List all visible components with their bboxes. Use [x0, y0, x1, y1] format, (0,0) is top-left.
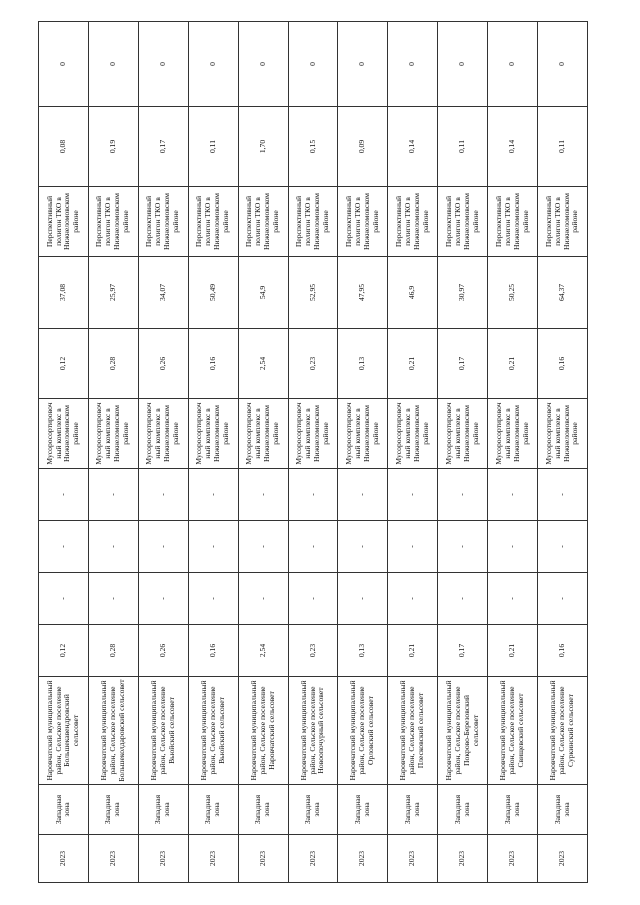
waste-flow-table [38, 21, 588, 883]
zone-cell: Западная зона [388, 785, 438, 835]
waste-volume-cell: 0,13 [338, 625, 388, 677]
year-cell: 2023 [238, 835, 288, 883]
sorted-volume-cell: 0,16 [538, 329, 588, 399]
distance-cell: 54,9 [238, 257, 288, 329]
sorted-volume-cell: 0,13 [338, 329, 388, 399]
landfill-cell: Перспективный полигон ТКО в Нижнеломовском районе [39, 187, 89, 257]
landfill-cell: Перспективный полигон ТКО в Нижнеломовском районе [288, 187, 338, 257]
empty-cell-2: - [138, 521, 188, 573]
settlement-cell: Наровчатский муниципальный район, Сельское поселение Большеколдаровский сельсовет [88, 677, 138, 785]
landfill-cell: Перспективный полигон ТКО в Нижнеломовском районе [488, 187, 538, 257]
table-row [138, 22, 188, 883]
empty-cell-1: - [138, 573, 188, 625]
waste-volume-cell: 0,16 [538, 625, 588, 677]
year-cell: 2023 [39, 835, 89, 883]
empty-cell-1: - [388, 573, 438, 625]
year-cell: 2023 [188, 835, 238, 883]
remainder-cell: 0 [388, 22, 438, 107]
landfill-volume-cell: 0,11 [188, 107, 238, 187]
distance-cell: 50,49 [188, 257, 238, 329]
settlement-cell: Наровчатский муниципальный район, Сельское поселение Орловский сельсовет [338, 677, 388, 785]
empty-cell-1: - [488, 573, 538, 625]
settlement-cell: Наровчатский муниципальный район, Сельское поселение Большекавендровский сельсовет [39, 677, 89, 785]
empty-cell-3: - [538, 469, 588, 521]
settlement-cell: Наровчатский муниципальный район, Сельское поселение Вьюйский сельсовет [138, 677, 188, 785]
remainder-cell: 0 [188, 22, 238, 107]
landfill-cell: Перспективный полигон ТКО в Нижнеломовском районе [438, 187, 488, 257]
waste-volume-cell: 0,16 [188, 625, 238, 677]
landfill-volume-cell: 0,15 [288, 107, 338, 187]
facility-cell: Мусоросортировочный комплекс в Нижнеломовском районе [538, 399, 588, 469]
zone-cell: Западная зона [138, 785, 188, 835]
zone-cell: Западная зона [39, 785, 89, 835]
empty-cell-1: - [188, 573, 238, 625]
empty-cell-2: - [338, 521, 388, 573]
distance-cell: 25,97 [88, 257, 138, 329]
facility-cell: Мусоросортировочный комплекс в Нижнеломовском районе [88, 399, 138, 469]
table-row [538, 22, 588, 883]
landfill-volume-cell: 0,11 [438, 107, 488, 187]
empty-cell-1: - [39, 573, 89, 625]
remainder-cell: 0 [238, 22, 288, 107]
sorted-volume-cell: 2,54 [238, 329, 288, 399]
distance-cell: 37,08 [39, 257, 89, 329]
empty-cell-1: - [238, 573, 288, 625]
remainder-cell: 0 [538, 22, 588, 107]
distance-cell: 47,95 [338, 257, 388, 329]
landfill-cell: Перспективный полигон ТКО в Нижнеломовском районе [538, 187, 588, 257]
remainder-cell: 0 [438, 22, 488, 107]
empty-cell-3: - [488, 469, 538, 521]
empty-cell-2: - [538, 521, 588, 573]
year-cell: 2023 [138, 835, 188, 883]
year-cell: 2023 [338, 835, 388, 883]
sorted-volume-cell: 0,12 [39, 329, 89, 399]
waste-volume-cell: 0,26 [138, 625, 188, 677]
empty-cell-2: - [438, 521, 488, 573]
empty-cell-3: - [39, 469, 89, 521]
empty-cell-2: - [238, 521, 288, 573]
facility-cell: Мусоросортировочный комплекс в Нижнеломовском районе [438, 399, 488, 469]
distance-cell: 46,9 [388, 257, 438, 329]
waste-volume-cell: 0,23 [288, 625, 338, 677]
settlement-cell: Наровчатский муниципальный район, Сельское поселение Вьюйский сельсовет [188, 677, 238, 785]
landfill-cell: Перспективный полигон ТКО в Нижнеломовском районе [138, 187, 188, 257]
empty-cell-2: - [388, 521, 438, 573]
sorted-volume-cell: 0,21 [488, 329, 538, 399]
empty-cell-1: - [88, 573, 138, 625]
year-cell: 2023 [438, 835, 488, 883]
settlement-cell: Наровчатский муниципальный район, Сельское поселение Новоопочурный сельсовет [288, 677, 338, 785]
landfill-volume-cell: 0,17 [138, 107, 188, 187]
landfill-volume-cell: 0,09 [338, 107, 388, 187]
table-row [288, 22, 338, 883]
empty-cell-3: - [388, 469, 438, 521]
sorted-volume-cell: 0,28 [88, 329, 138, 399]
table-body [39, 22, 588, 883]
zone-cell: Западная зона [238, 785, 288, 835]
landfill-cell: Перспективный полигон ТКО в Нижнеломовском районе [188, 187, 238, 257]
facility-cell: Мусоросортировочный комплекс в Нижнеломовском районе [338, 399, 388, 469]
facility-cell: Мусоросортировочный комплекс в Нижнеломовском районе [388, 399, 438, 469]
waste-volume-cell: 0,21 [488, 625, 538, 677]
sorted-volume-cell: 0,21 [388, 329, 438, 399]
landfill-cell: Перспективный полигон ТКО в Нижнеломовском районе [88, 187, 138, 257]
zone-cell: Западная зона [488, 785, 538, 835]
empty-cell-2: - [188, 521, 238, 573]
distance-cell: 50,25 [488, 257, 538, 329]
table-row [388, 22, 438, 883]
facility-cell: Мусоросортировочный комплекс в Нижнеломовском районе [288, 399, 338, 469]
empty-cell-3: - [438, 469, 488, 521]
table-row [338, 22, 388, 883]
facility-cell: Мусоросортировочный комплекс в Нижнеломовском районе [188, 399, 238, 469]
zone-cell: Западная зона [438, 785, 488, 835]
landfill-cell: Перспективный полигон ТКО в Нижнеломовском районе [338, 187, 388, 257]
remainder-cell: 0 [288, 22, 338, 107]
distance-cell: 30,97 [438, 257, 488, 329]
landfill-cell: Перспективный полигон ТКО в Нижнеломовском районе [388, 187, 438, 257]
zone-cell: Западная зона [288, 785, 338, 835]
facility-cell: Мусоросортировочный комплекс в Нижнеломовском районе [238, 399, 288, 469]
year-cell: 2023 [388, 835, 438, 883]
empty-cell-2: - [88, 521, 138, 573]
empty-cell-2: - [39, 521, 89, 573]
empty-cell-1: - [288, 573, 338, 625]
landfill-cell: Перспективный полигон ТКО в Нижнеломовском районе [238, 187, 288, 257]
landfill-volume-cell: 0,08 [39, 107, 89, 187]
remainder-cell: 0 [488, 22, 538, 107]
landfill-volume-cell: 1,70 [238, 107, 288, 187]
empty-cell-3: - [238, 469, 288, 521]
landfill-volume-cell: 0,14 [388, 107, 438, 187]
landfill-volume-cell: 0,14 [488, 107, 538, 187]
landfill-volume-cell: 0,11 [538, 107, 588, 187]
empty-cell-3: - [338, 469, 388, 521]
empty-cell-1: - [438, 573, 488, 625]
facility-cell: Мусоросортировочный комплекс в Нижнеломовском районе [138, 399, 188, 469]
empty-cell-3: - [188, 469, 238, 521]
settlement-cell: Наровчатский муниципальный район, Сельское поселение Свищевский сельсовет [488, 677, 538, 785]
zone-cell: Западная зона [338, 785, 388, 835]
distance-cell: 34,07 [138, 257, 188, 329]
year-cell: 2023 [538, 835, 588, 883]
distance-cell: 64,37 [538, 257, 588, 329]
sorted-volume-cell: 0,16 [188, 329, 238, 399]
table-row [188, 22, 238, 883]
table-row [39, 22, 89, 883]
remainder-cell: 0 [138, 22, 188, 107]
zone-cell: Западная зона [188, 785, 238, 835]
waste-volume-cell: 0,28 [88, 625, 138, 677]
remainder-cell: 0 [39, 22, 89, 107]
empty-cell-3: - [88, 469, 138, 521]
waste-volume-cell: 0,12 [39, 625, 89, 677]
remainder-cell: 0 [338, 22, 388, 107]
settlement-cell: Наровчатский муниципальный район, Сельское поселение Плесковский сельсовет [388, 677, 438, 785]
sorted-volume-cell: 0,26 [138, 329, 188, 399]
distance-cell: 52,95 [288, 257, 338, 329]
settlement-cell: Наровчатский муниципальный район, Сельское поселение Покрово-Березовский сельсовет [438, 677, 488, 785]
remainder-cell: 0 [88, 22, 138, 107]
facility-cell: Мусоросортировочный комплекс в Нижнеломовском районе [39, 399, 89, 469]
empty-cell-1: - [538, 573, 588, 625]
waste-volume-cell: 2,54 [238, 625, 288, 677]
year-cell: 2023 [88, 835, 138, 883]
empty-cell-2: - [488, 521, 538, 573]
table-row [88, 22, 138, 883]
waste-volume-cell: 0,17 [438, 625, 488, 677]
table-row [438, 22, 488, 883]
zone-cell: Западная зона [88, 785, 138, 835]
zone-cell: Западная зона [538, 785, 588, 835]
table-row [488, 22, 538, 883]
year-cell: 2023 [288, 835, 338, 883]
settlement-cell: Наровчатский муниципальный район, Сельское поселение Суркинский сельсовет [538, 677, 588, 785]
sorted-volume-cell: 0,23 [288, 329, 338, 399]
empty-cell-1: - [338, 573, 388, 625]
landfill-volume-cell: 0,19 [88, 107, 138, 187]
year-cell: 2023 [488, 835, 538, 883]
table-row [238, 22, 288, 883]
waste-volume-cell: 0,21 [388, 625, 438, 677]
empty-cell-2: - [288, 521, 338, 573]
empty-cell-3: - [288, 469, 338, 521]
empty-cell-3: - [138, 469, 188, 521]
document-page [38, 22, 588, 883]
facility-cell: Мусоросортировочный комплекс в Нижнеломовском районе [488, 399, 538, 469]
sorted-volume-cell: 0,17 [438, 329, 488, 399]
settlement-cell: Наровчатский муниципальный район, Сельское поселение Наровчатский сельсовет [238, 677, 288, 785]
rotated-table-container [38, 22, 588, 883]
